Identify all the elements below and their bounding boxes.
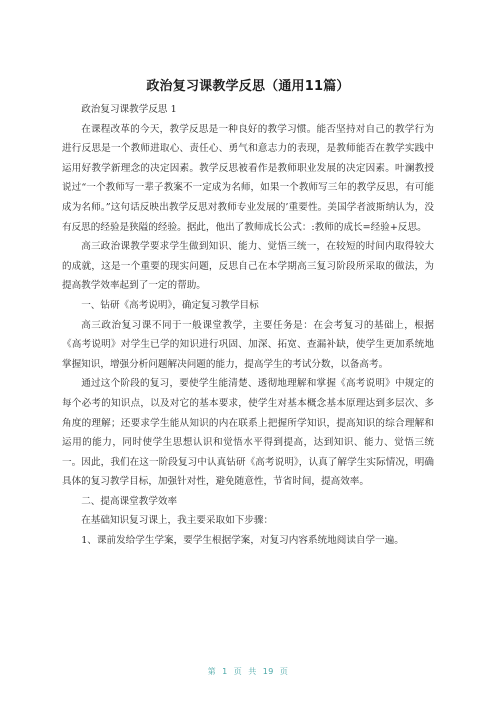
- total-pages: 19: [262, 667, 274, 676]
- body-paragraph: 高三政治复习课不同于一般课堂教学，主要任务是：在会考复习的基础上，根据《高考说明》对学生已学的知识进行巩固、加深、拓宽、查漏补缺，使学生更加系统地掌握知识，增强分析问题解决问题的能力，提高学生的考试分数，以备高考。: [62, 319, 434, 370]
- document-title: 政治复习课教学反思（通用11篇）: [146, 79, 350, 94]
- section-heading: 二、提高课堂教学效率: [81, 495, 178, 507]
- body-paragraph: 高三政治课教学要求学生做到知识、能力、觉悟三统一，在较短的时间内取得较大的成就，这是一个重要的现实问题，反思自己在本学期高三复习阶段所采取的做法，为提高教学效率起到了一定的帮助。: [62, 241, 434, 292]
- page-number: 1: [222, 667, 228, 676]
- page-footer: [0, 666, 496, 677]
- body-paragraph: 1、课前发给学生学案，要学生根据学案，对复习内容系统地阅读自学一遍。: [81, 535, 404, 547]
- body-paragraph: 在基础知识复习课上，我主要采取如下步骤：: [81, 515, 274, 527]
- body-paragraph: 通过这个阶段的复习，要使学生能清楚、透彻地理解和掌握《高考说明》中规定的每个必考的知识点，以及对它的基本要求，使学生对基本概念基本原理达到多层次、多角度的理解；还要求学生能从知识的内在联系上把握所学知识，提高知识的综合理解和运用的能力，同时使学生思想认识和觉悟水平得到提高，达到知识、能力、觉悟三统一。因此，我们在这一阶段复习中认真钻研《高考说明》，认真了解学生实际情况，明确具体的复习教学目标，加强针对性，避免随意性，节省时间，提高效率。: [62, 378, 434, 488]
- total-unit: 页: [279, 667, 289, 676]
- section-heading: 政治复习课教学反思 1: [81, 104, 177, 115]
- document-body: [62, 100, 434, 551]
- body-paragraph: 在课程改革的今天，教学反思是一种良好的教学习惯。能否坚持对自己的教学行为进行反思是一个教师进取心、责任心、勇气和意志力的表现，是教师能否在教学实践中运用好教学新理念的决定因素。教学反思被看作是教师职业发展的决定因素。叶澜教授说过“一个教师写一辈子教案不一定成为名师，如果一个教师写三年的教学反思，有可能成为名师。”这句话反映出教学反思对教师专业发展的’重要性。美国学者波斯纳认为，没有反思的经验是狭隘的经验。据此，他出了教师成长公式：:教师的成长=经验+反思。: [62, 123, 434, 233]
- total-label: 共: [248, 667, 257, 676]
- page-unit: 页: [233, 667, 243, 676]
- page-label: 第: [207, 667, 217, 676]
- section-heading: 一、钻研《高考说明》，确定复习教学目标: [81, 299, 259, 311]
